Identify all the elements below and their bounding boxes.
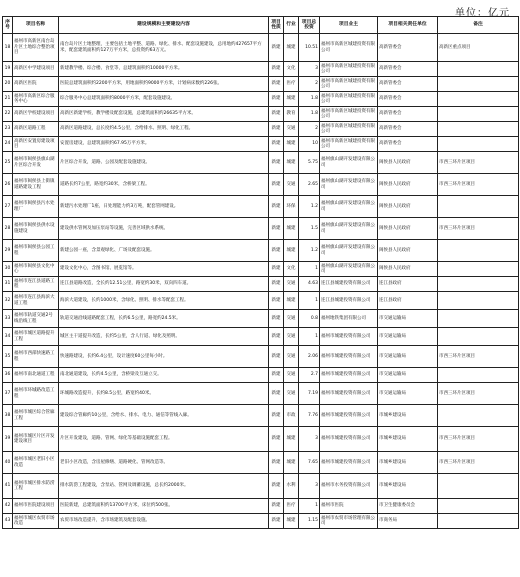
project-owner: 福州旗山湖开发建设有限公司 — [320, 218, 378, 240]
responsible-unit: 市交通运输局 — [378, 368, 438, 383]
project-content: 医院新建，总建筑面积约13700平方米，床位约500张。 — [59, 499, 269, 514]
project-owner: 福州旗山湖开发建设有限公司 — [320, 196, 378, 218]
project-note — [438, 62, 519, 77]
project-note: 市西三环片区项目 — [438, 218, 519, 240]
responsible-unit: 市城乡建设局 — [378, 452, 438, 474]
project-industry: 城建 — [284, 427, 299, 452]
table-row — [3, 405, 519, 427]
responsible-unit: 市交通运输局 — [378, 328, 438, 346]
project-note: 市西三环片区项目 — [438, 383, 519, 405]
project-industry: 城建 — [284, 92, 299, 107]
row-number: 28 — [3, 218, 13, 240]
table-row — [3, 499, 519, 514]
responsible-unit: 高新管委会 — [378, 122, 438, 137]
project-owner: 福州市城建投资有限公司 — [320, 427, 378, 452]
project-content: 建设供水管网及加压泵站等设施，完善区域供水系统。 — [59, 218, 269, 240]
project-industry: 城建 — [284, 34, 299, 62]
responsible-unit: 市交通运输局 — [378, 346, 438, 368]
project-name: 福州市西部快速路工程 — [13, 346, 59, 368]
responsible-unit: 市卫生健康委员会 — [378, 499, 438, 514]
table-row — [3, 122, 519, 137]
responsible-unit: 市城乡建设局 — [378, 405, 438, 427]
project-industry: 交通 — [284, 368, 299, 383]
project-owner: 福州市高新区城建投资有限公司 — [320, 34, 378, 62]
row-number: 18 — [3, 34, 13, 62]
col-header-industry: 行业 — [284, 17, 299, 34]
project-note: 高新区重点项目 — [438, 34, 519, 62]
table-row — [3, 368, 519, 383]
project-note — [438, 196, 519, 218]
project-name: 福州市闽侯县上街镇道路建设工程 — [13, 174, 59, 196]
project-nature: 新建 — [269, 77, 284, 92]
table-row — [3, 34, 519, 62]
responsible-unit: 市交通运输局 — [378, 383, 438, 405]
table-row — [3, 292, 519, 310]
project-content: 安置房建设，总建筑面积约67.95万平方米。 — [59, 137, 269, 152]
project-name: 福州市环城路改造工程 — [13, 383, 59, 405]
project-nature: 新建 — [269, 452, 284, 474]
project-nature: 新建 — [269, 92, 284, 107]
project-industry: 文化 — [284, 262, 299, 277]
table-row — [3, 277, 519, 292]
project-investment: 1.5 — [299, 218, 320, 240]
project-industry: 城建 — [284, 137, 299, 152]
project-owner: 福州旗山湖开发建设有限公司 — [320, 174, 378, 196]
project-content: 农贸市场改造提升，含市场建筑及配套设施。 — [59, 514, 269, 529]
project-name: 福州市城区片区开发建设项目 — [13, 427, 59, 452]
project-investment: 1.2 — [299, 240, 320, 262]
project-investment: 10.51 — [299, 34, 320, 62]
project-owner: 福州市高新区城建投资有限公司 — [320, 107, 378, 122]
table-row — [3, 152, 519, 174]
project-investment: 2.06 — [299, 346, 320, 368]
project-note — [438, 310, 519, 328]
project-name: 高新区安置房建设项目 — [13, 137, 59, 152]
project-name: 福州市闽侯县文化中心 — [13, 262, 59, 277]
project-content: 城区主干道提升改造，长约5公里，含人行道、绿化及照明。 — [59, 328, 269, 346]
project-note — [438, 137, 519, 152]
project-nature: 新建 — [269, 405, 284, 427]
project-industry: 交通 — [284, 310, 299, 328]
project-owner: 福州市高新区城建投资有限公司 — [320, 122, 378, 137]
project-investment: 2 — [299, 77, 320, 92]
project-investment: 1 — [299, 292, 320, 310]
table-row — [3, 196, 519, 218]
responsible-unit: 市城乡建设局 — [378, 474, 438, 499]
project-owner: 福州市城建投资有限公司 — [320, 346, 378, 368]
project-content: 快速路建设，长约6.4公里，设计速度60公里每小时。 — [59, 346, 269, 368]
project-investment: 3 — [299, 62, 320, 77]
responsible-unit: 市商务局 — [378, 514, 438, 529]
project-nature: 新建 — [269, 368, 284, 383]
project-content: 海滨大道建设，长约1000米，含绿化、照明、排水等配套工程。 — [59, 292, 269, 310]
table-row — [3, 310, 519, 328]
project-note — [438, 514, 519, 529]
project-nature: 新建 — [269, 137, 284, 152]
project-note — [438, 262, 519, 277]
project-owner: 福州市农贸市场管理有限公司 — [320, 514, 378, 529]
project-name: 福州市城区农贸市场改造 — [13, 514, 59, 529]
project-investment: 7.65 — [299, 452, 320, 474]
row-number: 31 — [3, 277, 13, 292]
project-content: 道路长约7公里，路宽约30米，含桥梁工程。 — [59, 174, 269, 196]
row-number: 40 — [3, 452, 13, 474]
project-industry: 交通 — [284, 346, 299, 368]
project-investment: 1.2 — [299, 196, 320, 218]
project-nature: 新建 — [269, 218, 284, 240]
project-nature: 新建 — [269, 34, 284, 62]
project-name: 高新区道路工程 — [13, 122, 59, 137]
project-note — [438, 405, 519, 427]
table-row — [3, 328, 519, 346]
project-industry: 交通 — [284, 328, 299, 346]
project-investment: 3 — [299, 474, 320, 499]
project-nature: 新建 — [269, 292, 284, 310]
project-note: 市西三环片区项目 — [438, 427, 519, 452]
project-industry: 交通 — [284, 277, 299, 292]
project-content: 连江县道路改造，全长约12.51公里，路宽约30米，双向四车道。 — [59, 277, 269, 292]
project-name: 福州市南北通道工程 — [13, 368, 59, 383]
project-name: 福州市城区综合管廊工程 — [13, 405, 59, 427]
table-row — [3, 262, 519, 277]
project-investment: 1.8 — [299, 92, 320, 107]
project-industry: 城建 — [284, 452, 299, 474]
row-number: 29 — [3, 240, 13, 262]
project-content: 环城路改造提升，长约8.5公里，路宽约40米。 — [59, 383, 269, 405]
project-note: 市西三环片区项目 — [438, 174, 519, 196]
row-number: 37 — [3, 383, 13, 405]
project-investment: 1 — [299, 328, 320, 346]
col-header-invest: 项目总投资 — [299, 17, 320, 34]
project-content: 排水防涝工程建设，含泵站、管网及调蓄设施，总长约2000米。 — [59, 474, 269, 499]
project-industry: 城建 — [284, 218, 299, 240]
project-owner: 福州地铁集团有限公司 — [320, 310, 378, 328]
responsible-unit: 闽侯县人民政府 — [378, 240, 438, 262]
row-number: 22 — [3, 107, 13, 122]
project-nature: 新建 — [269, 62, 284, 77]
project-investment: 0.8 — [299, 310, 320, 328]
project-name: 福州市闽侯县供水设施建设 — [13, 218, 59, 240]
project-industry: 交通 — [284, 174, 299, 196]
project-industry: 市政 — [284, 405, 299, 427]
project-note: 市西三环片区项目 — [438, 152, 519, 174]
project-content: 片区开发建设，道路、管网、绿化等基础设施配套工程。 — [59, 427, 269, 452]
project-owner: 福州市城建投资有限公司 — [320, 328, 378, 346]
project-owner: 连江县城建投资有限公司 — [320, 277, 378, 292]
project-owner: 福州市医院 — [320, 499, 378, 514]
table-row — [3, 346, 519, 368]
project-nature: 新建 — [269, 152, 284, 174]
project-investment: 5.75 — [299, 152, 320, 174]
project-owner: 福州市高新区城建投资有限公司 — [320, 77, 378, 92]
project-name: 福州市高新区南台岛片区土地综合整治项目 — [13, 34, 59, 62]
row-number: 33 — [3, 310, 13, 328]
row-number: 19 — [3, 62, 13, 77]
project-industry: 城建 — [284, 292, 299, 310]
project-note — [438, 77, 519, 92]
project-investment: 2 — [299, 122, 320, 137]
project-owner: 福州旗山湖开发建设有限公司 — [320, 152, 378, 174]
project-name: 福州市城区老旧小区改造 — [13, 452, 59, 474]
project-investment: 1 — [299, 499, 320, 514]
project-investment: 1.8 — [299, 107, 320, 122]
responsible-unit: 高新管委会 — [378, 77, 438, 92]
project-content: 建设文化中心，含图书馆、展览馆等。 — [59, 262, 269, 277]
project-content: 新建教学楼、综合楼、食堂等，总建筑面积约10000平方米。 — [59, 62, 269, 77]
project-name: 高新区学校建设项目 — [13, 107, 59, 122]
project-content: 老旧小区改造，含房屋修缮、道路硬化、管网改造等。 — [59, 452, 269, 474]
responsible-unit: 闽侯县人民政府 — [378, 218, 438, 240]
project-nature: 新建 — [269, 174, 284, 196]
project-nature: 新建 — [269, 122, 284, 137]
project-industry: 城建 — [284, 514, 299, 529]
row-number: 35 — [3, 346, 13, 368]
project-industry: 教育 — [284, 107, 299, 122]
row-number: 21 — [3, 92, 13, 107]
project-industry: 交通 — [284, 383, 299, 405]
responsible-unit: 闽侯县人民政府 — [378, 196, 438, 218]
row-number: 23 — [3, 122, 13, 137]
project-name: 福州市城区道路提升工程 — [13, 328, 59, 346]
table-row — [3, 137, 519, 152]
project-name: 福州市闽侯县旗山湖片区综合开发 — [13, 152, 59, 174]
project-note — [438, 277, 519, 292]
col-header-owner: 项目业主 — [320, 17, 378, 34]
project-investment: 2.65 — [299, 174, 320, 196]
project-industry: 医疗 — [284, 499, 299, 514]
responsible-unit: 高新管委会 — [378, 62, 438, 77]
table-row — [3, 452, 519, 474]
row-number: 36 — [3, 368, 13, 383]
responsible-unit: 市交通运输局 — [378, 310, 438, 328]
col-header-content: 建设规模和主要建设内容 — [59, 17, 269, 34]
col-header-nature: 项目性质 — [269, 17, 284, 34]
project-industry: 水利 — [284, 474, 299, 499]
responsible-unit: 高新管委会 — [378, 137, 438, 152]
table-row — [3, 174, 519, 196]
project-nature: 新建 — [269, 107, 284, 122]
project-investment: 1.15 — [299, 514, 320, 529]
project-note — [438, 92, 519, 107]
table-row — [3, 77, 519, 92]
project-content: 轨道交通沿线道路配套工程，长约6.5公里，路宽约24.5米。 — [59, 310, 269, 328]
project-nature: 新建 — [269, 328, 284, 346]
project-name: 福州市连江县道路工程 — [13, 277, 59, 292]
project-name: 福州市高新区综合服务中心 — [13, 92, 59, 107]
project-owner: 福州市城建投资有限公司 — [320, 368, 378, 383]
row-number: 30 — [3, 262, 13, 277]
row-number: 42 — [3, 499, 13, 514]
row-number: 27 — [3, 196, 13, 218]
project-name: 福州市连江县海滨大道工程 — [13, 292, 59, 310]
project-owner: 连江县城建投资有限公司 — [320, 292, 378, 310]
project-investment: 1 — [299, 262, 320, 277]
project-investment: 2.7 — [299, 368, 320, 383]
project-owner: 福州市水务投资有限公司 — [320, 474, 378, 499]
row-number: 41 — [3, 474, 13, 499]
table-row — [3, 383, 519, 405]
project-content: 新建污水处理厂1座，日处理能力约3万吨，配套管网建设。 — [59, 196, 269, 218]
project-investment: 7.19 — [299, 383, 320, 405]
project-note: 市西三环片区项目 — [438, 346, 519, 368]
project-content: 建设综合管廊约10公里，含给水、排水、电力、通信等管线入廊。 — [59, 405, 269, 427]
project-nature: 新建 — [269, 474, 284, 499]
table-row — [3, 62, 519, 77]
project-note — [438, 328, 519, 346]
project-name: 高新区中学建设项目 — [13, 62, 59, 77]
table-row — [3, 427, 519, 452]
project-nature: 新建 — [269, 514, 284, 529]
project-note — [438, 107, 519, 122]
project-content: 片区综合开发，道路、公园及配套设施建设。 — [59, 152, 269, 174]
project-industry: 交通 — [284, 122, 299, 137]
responsible-unit: 连江县政府 — [378, 277, 438, 292]
responsible-unit: 高新管委会 — [378, 34, 438, 62]
project-name: 福州市闽侯县公园工程 — [13, 240, 59, 262]
project-name: 高新区医院 — [13, 77, 59, 92]
project-nature: 新建 — [269, 196, 284, 218]
project-owner: 福州旗山湖开发建设有限公司 — [320, 262, 378, 277]
project-content: 高新区新建学校，教学楼及配套设施，总建筑面积约26635平方米。 — [59, 107, 269, 122]
project-nature: 新建 — [269, 499, 284, 514]
project-content: 医院总建筑面积约2200平方米，用地面积约9000平方米，计划病床数约226张。 — [59, 77, 269, 92]
table-row — [3, 92, 519, 107]
row-number: 25 — [3, 152, 13, 174]
project-note — [438, 240, 519, 262]
col-header-note: 备注 — [438, 17, 519, 34]
project-owner: 福州市城建投资有限公司 — [320, 383, 378, 405]
row-number: 26 — [3, 174, 13, 196]
project-name: 福州市轨道交通2号线沿线工程 — [13, 310, 59, 328]
project-name: 福州市城区排水防涝工程 — [13, 474, 59, 499]
project-note — [438, 499, 519, 514]
responsible-unit: 闽侯县人民政府 — [378, 174, 438, 196]
project-nature: 新建 — [269, 277, 284, 292]
project-owner: 福州市高新区城建投资有限公司 — [320, 62, 378, 77]
col-header-no: 序号 — [3, 17, 13, 34]
table-header-row — [3, 17, 519, 34]
project-content: 高新区道路建设，总长度约4.5公里，含给排水、照明、绿化工程。 — [59, 122, 269, 137]
row-number: 32 — [3, 292, 13, 310]
row-number: 39 — [3, 427, 13, 452]
project-industry: 医疗 — [284, 77, 299, 92]
project-table — [2, 16, 519, 529]
project-owner: 福州旗山湖开发建设有限公司 — [320, 240, 378, 262]
row-number: 24 — [3, 137, 13, 152]
project-note — [438, 368, 519, 383]
responsible-unit: 闽侯县人民政府 — [378, 152, 438, 174]
responsible-unit: 市城乡建设局 — [378, 427, 438, 452]
col-header-name: 项目名称 — [13, 17, 59, 34]
responsible-unit: 闽侯县人民政府 — [378, 262, 438, 277]
project-content: 综合服务中心总建筑面积约8000平方米，配套设施建设。 — [59, 92, 269, 107]
col-header-unit: 项目相关责任单位 — [378, 17, 438, 34]
project-owner: 福州市城建投资有限公司 — [320, 452, 378, 474]
row-number: 34 — [3, 328, 13, 346]
project-investment: 10 — [299, 137, 320, 152]
project-investment: 4.63 — [299, 277, 320, 292]
project-nature: 新建 — [269, 383, 284, 405]
responsible-unit: 连江县政府 — [378, 292, 438, 310]
row-number: 43 — [3, 514, 13, 529]
project-name: 福州市医院建设项目 — [13, 499, 59, 514]
project-note — [438, 122, 519, 137]
project-industry: 城建 — [284, 240, 299, 262]
project-nature: 新建 — [269, 240, 284, 262]
project-note — [438, 474, 519, 499]
row-number: 20 — [3, 77, 13, 92]
project-industry: 文化 — [284, 62, 299, 77]
project-note — [438, 292, 519, 310]
project-owner: 福州市高新区城建投资有限公司 — [320, 92, 378, 107]
project-content: 南台岛片区土地整理，主要包括土地平整、道路、绿化、排水、配套设施建设，总用地约427657平方米，配套建筑面积约127万平方米，总投资约63万元。 — [59, 34, 269, 62]
table-row — [3, 514, 519, 529]
table-row — [3, 218, 519, 240]
project-nature: 新建 — [269, 310, 284, 328]
unit-label: 单位：亿元 — [455, 8, 510, 19]
project-owner: 福州市高新区城建投资有限公司 — [320, 137, 378, 152]
row-number: 38 — [3, 405, 13, 427]
table-row — [3, 107, 519, 122]
table-row — [3, 240, 519, 262]
project-nature: 新建 — [269, 346, 284, 368]
project-investment: 3 — [299, 427, 320, 452]
project-nature: 新建 — [269, 427, 284, 452]
table-row — [3, 474, 519, 499]
project-content: 南北通道建设，长约4.5公里，含桥梁及互通立交。 — [59, 368, 269, 383]
responsible-unit: 高新管委会 — [378, 92, 438, 107]
project-industry: 城建 — [284, 152, 299, 174]
project-owner: 福州市城建投资有限公司 — [320, 405, 378, 427]
project-note: 市西三环片区项目 — [438, 452, 519, 474]
responsible-unit: 高新管委会 — [378, 107, 438, 122]
project-nature: 新建 — [269, 262, 284, 277]
project-name: 福州市闽侯县污水处理厂 — [13, 196, 59, 218]
project-investment: 7.76 — [299, 405, 320, 427]
project-industry: 环保 — [284, 196, 299, 218]
project-content: 新建公园一座，含景观绿化、广场及配套设施。 — [59, 240, 269, 262]
